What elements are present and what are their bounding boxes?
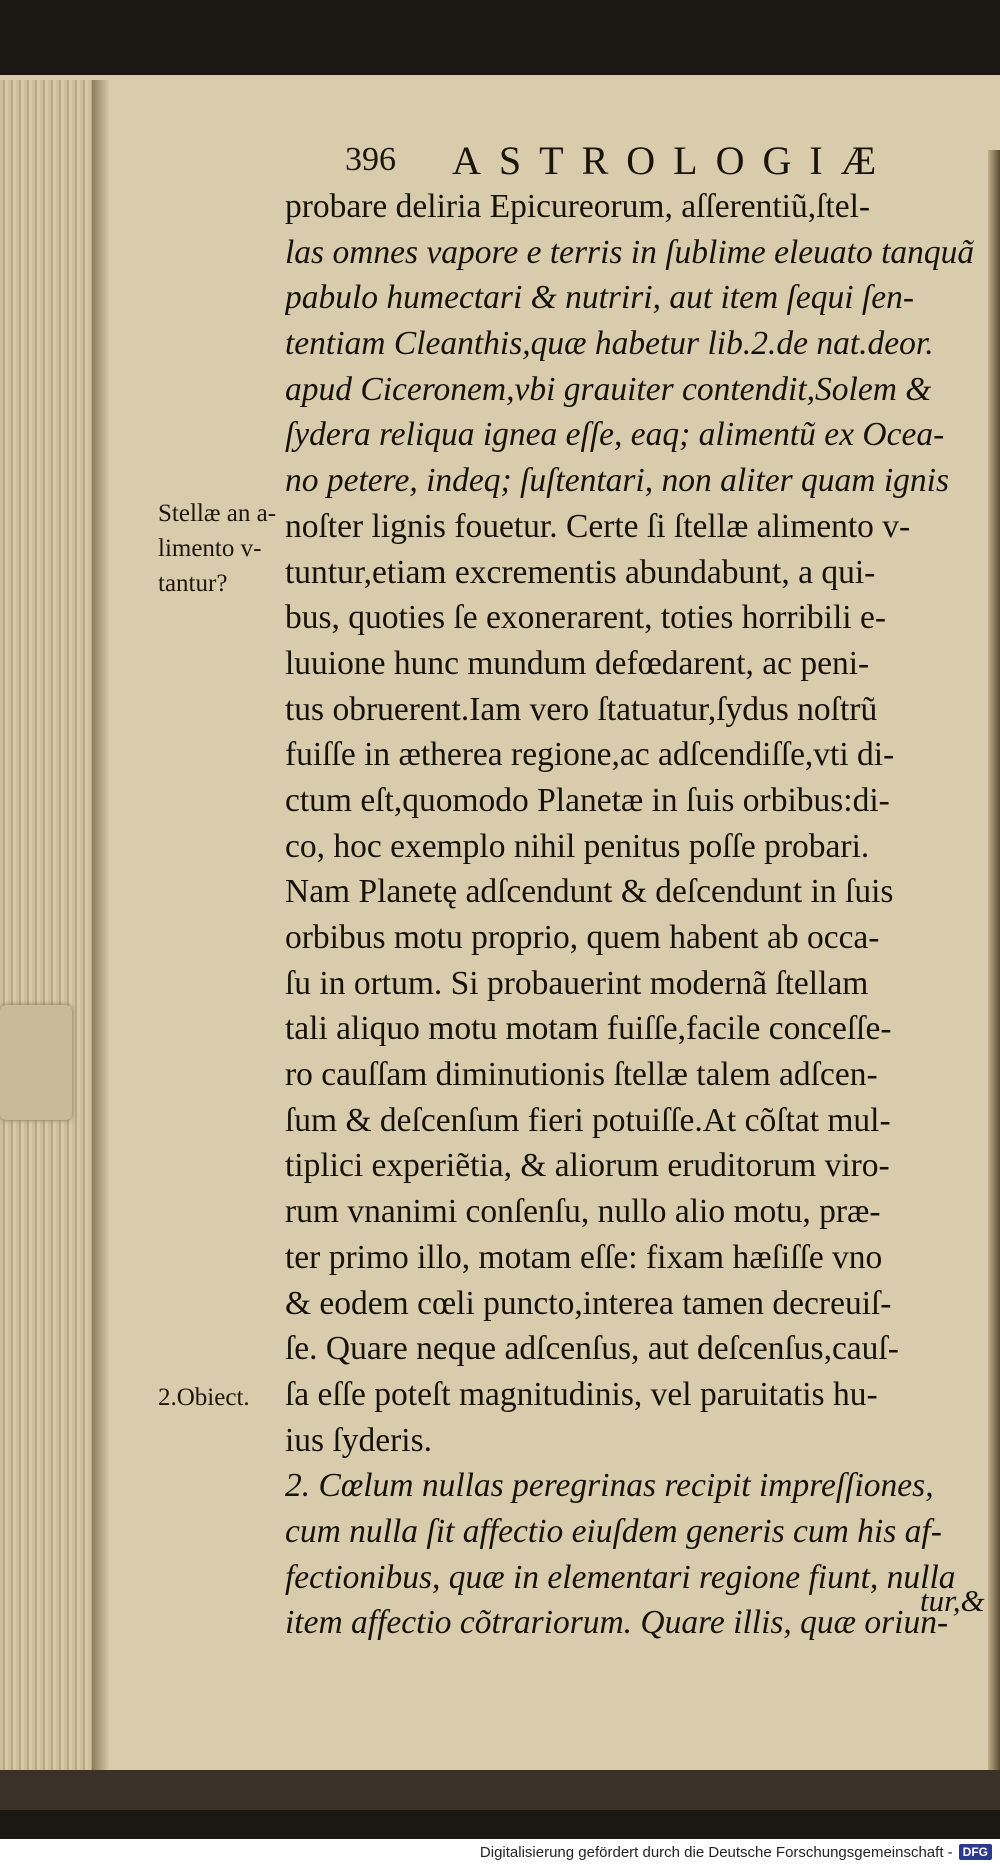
text-line: ter primo illo, motam eſſe: fixam hæſiſſe vno (285, 1238, 883, 1276)
text-line: ſum & deſcenſum fieri potuiſſe.At cõſtat mul- (285, 1101, 891, 1139)
margin-note-objection: 2.Obiect. (158, 1384, 250, 1411)
digitization-credit (0, 1839, 1000, 1865)
text-line: probare deliria Epicureorum, aſſerentiũ,ſtel- (285, 188, 871, 225)
text-line: ius ſyderis. (285, 1421, 433, 1459)
text-line: orbibus motu proprio, quem habent ab occa- (285, 919, 880, 956)
credit-text: Digitalisierung gefördert durch die Deutsche Forschungsgemeinschaft - (479, 1843, 953, 1861)
text-line: & eodem cœli puncto,interea tamen decreuiſ- (285, 1284, 892, 1322)
text-line: Nam Planetę adſcendunt & deſcendunt in ſuis (285, 873, 894, 911)
text-line: noſter lignis fouetur. Certe ſi ſtellæ alimento v- (285, 507, 911, 545)
text-line: fectionibus, quæ in elementari regione fiunt, nulla (285, 1558, 956, 1596)
text-line: tuntur,etiam excrementis abundabunt, a qui- (285, 553, 876, 591)
text-line: tali aliquo motu motam fuiſſe,facile conceſſe- (285, 1010, 892, 1048)
running-head: ASTROLOGIÆ (452, 137, 895, 183)
text-line: tentiam Cleanthis,quæ habetur lib.2.de nat.deor. (285, 325, 934, 363)
text-line: tus obruerent.Iam vero ſtatuatur,ſydus noſtrũ (285, 690, 878, 728)
margin-note-line: limento v- (158, 535, 262, 562)
text-line: 2. Cœlum nullas peregrinas recipit impreſſiones, (285, 1467, 934, 1505)
text-line: ctum eſt,quomodo Planetæ in ſuis orbibus:di- (285, 781, 890, 819)
text-line: bus, quoties ſe exonerarent, toties horribili e- (285, 599, 886, 637)
text-line: ſa eſſe poteſt magnitudinis, vel paruitatis hu- (285, 1375, 878, 1413)
text-line: ſu in ortum. Si probauerint modernã ſtellam (285, 964, 869, 1002)
text-line: co, hoc exemplo nihil penitus poſſe probari. (285, 827, 870, 865)
dfg-logo: DFG (959, 1844, 992, 1860)
text-line: luuione hunc mundum defœdarent, ac peni- (285, 644, 870, 682)
text-line: las omnes vapore e terris in ſublime eleuato tanquã (285, 233, 975, 271)
page-header (345, 135, 985, 185)
text-line: ſydera reliqua ignea eſſe, eaq; alimentũ ex Ocea- (285, 416, 945, 454)
margin-note-line: Stellæ an a- (158, 500, 277, 527)
text-line: item affectio cõtrariorum. Quare illis, quæ oriun- (285, 1604, 949, 1642)
text-line: pabulo humectari & nutriri, aut item ſequi ſen- (285, 279, 914, 317)
book-page-edges (0, 80, 92, 1770)
margin-note-stellae (158, 496, 276, 601)
catchword: tur,& (920, 1583, 985, 1618)
body-text (285, 184, 985, 1646)
text-line: fuiſſe in ætherea regione,ac adſcendiſſe,vti di- (285, 736, 895, 774)
bottom-shadow (0, 1770, 1000, 1810)
page-number: 396 (345, 141, 396, 178)
text-line: tiplici experiẽtia, & aliorum eruditorum viro- (285, 1147, 890, 1185)
text-line: ro cauſſam diminutionis ſtellæ talem adſcen- (285, 1056, 878, 1094)
bookmark-tab (0, 1005, 72, 1120)
text-line: apud Ciceronem,vbi grauiter contendit,Solem & (285, 370, 932, 408)
margin-note-line: tantur? (158, 570, 228, 597)
text-line: no petere, indeq; ſuſtentari, non aliter quam ignis (285, 462, 950, 500)
gutter-shadow (92, 80, 110, 1770)
text-line: ſe. Quare neque adſcenſus, aut deſcenſus,cauſ- (285, 1330, 899, 1368)
text-line: cum nulla ſit affectio eiuſdem generis cum his af- (285, 1512, 942, 1550)
text-line: rum vnanimi conſenſu, nullo alio motu, præ- (285, 1193, 881, 1231)
right-page-edge (988, 150, 1000, 1770)
